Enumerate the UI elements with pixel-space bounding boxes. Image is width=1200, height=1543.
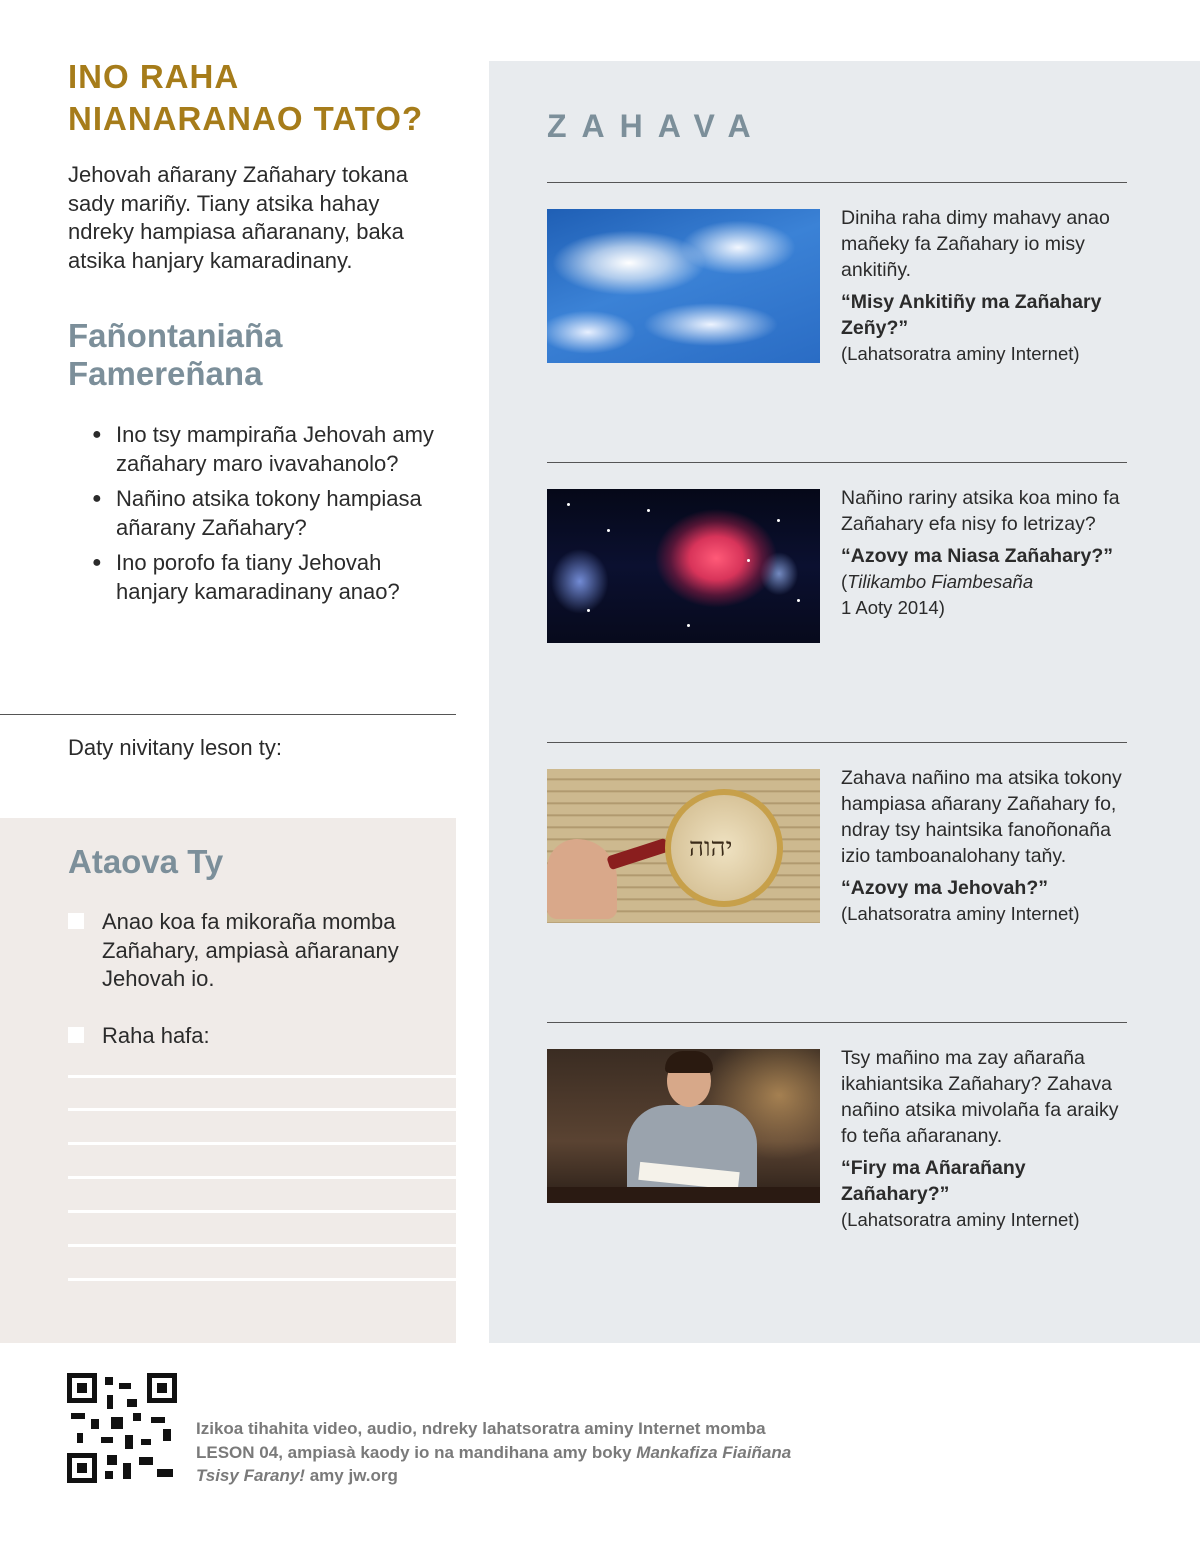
- magnifier-handle: [606, 838, 669, 870]
- entry-description: Nañino rariny atsika koa mino fa Zañahary efa nisy fo letrizay?: [841, 487, 1120, 535]
- date-completed-label: Daty nivitany leson ty:: [68, 735, 282, 760]
- goal-box: [0, 818, 456, 1343]
- qr-module: [125, 1435, 133, 1449]
- magnifier-scroll-image[interactable]: [547, 769, 820, 923]
- explore-entry[interactable]: [841, 765, 1131, 927]
- star: [567, 503, 570, 506]
- goal-title: Ataova Ty: [68, 843, 224, 880]
- explore-entry[interactable]: [841, 1045, 1131, 1233]
- qr-finder: [147, 1373, 177, 1403]
- entry-description: Tsy mañino ma zay añaraña ikahiantsika Zañahary? Zahava nañino atsika mivolaña fa araiky fo teña añaranany.: [841, 1047, 1119, 1147]
- star: [647, 509, 650, 512]
- qr-module: [77, 1433, 83, 1443]
- writing-line[interactable]: [68, 1075, 456, 1078]
- entry-divider: [547, 1022, 1127, 1023]
- qr-module: [163, 1429, 171, 1441]
- star: [777, 519, 780, 522]
- entry-divider: [547, 462, 1127, 463]
- explore-entry[interactable]: [841, 485, 1131, 621]
- star: [607, 529, 610, 532]
- goal-item-other[interactable]: [68, 1022, 428, 1051]
- review-text: Jehovah añarany Zañahary tokana sady mariñy. Tiany atsika hahay ndreky hampiasa añaranany, baka atsika hanjary kamaradinany.: [68, 162, 409, 273]
- star: [687, 624, 690, 627]
- qr-module: [139, 1457, 153, 1465]
- goal-checkbox[interactable]: [68, 1027, 84, 1043]
- magnifier-lens-icon: [665, 789, 783, 907]
- bullet-icon: ●: [92, 554, 102, 571]
- qr-module: [71, 1413, 85, 1419]
- qr-code-icon[interactable]: [67, 1373, 177, 1483]
- entry-source: (Tilikambo Fiambesaña 1 Aoty 2014): [841, 571, 1034, 618]
- writing-line[interactable]: [68, 1210, 456, 1213]
- writing-line[interactable]: [68, 1142, 456, 1145]
- question-item: ● Nañino atsika tokony hampiasa añarany Zañahary?: [92, 486, 422, 540]
- qr-module: [105, 1471, 113, 1479]
- review-questions-title: Fañontaniaña Famereñana: [68, 317, 283, 392]
- writing-line[interactable]: [68, 1108, 456, 1111]
- qr-finder: [67, 1453, 97, 1483]
- qr-module: [127, 1399, 137, 1407]
- qr-module: [107, 1455, 117, 1465]
- explore-title: ZAHAVA: [547, 108, 766, 144]
- footer-note: Izikoa tihahita video, audio, ndreky lahatsoratra aminy Internet momba LESON 04, ampiasà kaody io na mandihana amy boky Mankafiza Fiaiñana Tsisy Farany! amy jw.org: [196, 1419, 792, 1485]
- writing-line[interactable]: [68, 1176, 456, 1179]
- qr-module: [105, 1377, 113, 1385]
- qr-module: [101, 1437, 113, 1443]
- explore-entry[interactable]: [841, 205, 1131, 367]
- goal-text: Anao koa fa mikoraña momba Zañahary, ampiasà añaranany Jehovah io.: [102, 909, 399, 991]
- star: [587, 609, 590, 612]
- entry-reference[interactable]: “Azovy ma Jehovah?”: [841, 877, 1048, 899]
- qr-module: [123, 1463, 131, 1479]
- review-questions-list: [92, 421, 452, 613]
- bullet-icon: ●: [92, 426, 102, 443]
- question-item: ● Ino tsy mampiraña Jehovah amy zañahary maro ivavahanolo?: [92, 422, 434, 476]
- goal-item[interactable]: [68, 908, 428, 994]
- review-title: INO RAHA NIANARANAO TATO?: [68, 58, 424, 137]
- bullet-icon: ●: [92, 490, 102, 507]
- entry-reference[interactable]: “Misy Ankitiñy ma Zañahary Zeñy?”: [841, 291, 1102, 339]
- qr-module: [141, 1439, 151, 1445]
- qr-module: [157, 1469, 173, 1477]
- goal-text: Raha hafa:: [102, 1023, 210, 1048]
- qr-module: [133, 1413, 141, 1421]
- qr-module: [151, 1417, 165, 1423]
- writing-line[interactable]: [68, 1244, 456, 1247]
- nebula-image[interactable]: [547, 489, 820, 643]
- entry-source: (Lahatsoratra aminy Internet): [841, 903, 1080, 924]
- question-item: ● Ino porofo fa tiany Jehovah hanjary kamaradinany anao?: [92, 550, 400, 604]
- entry-reference[interactable]: “Firy ma Añarañany Zañahary?”: [841, 1157, 1026, 1205]
- hand-shape: [547, 839, 617, 919]
- entry-description: Diniha raha dimy mahavy anao mañeky fa Zañahary io misy ankitiñy.: [841, 207, 1110, 281]
- qr-module: [111, 1417, 123, 1429]
- qr-module: [91, 1419, 99, 1429]
- star: [797, 599, 800, 602]
- entry-source: (Lahatsoratra aminy Internet): [841, 1209, 1080, 1230]
- lens-glyphs: יהוה: [689, 833, 733, 863]
- man-reading-image[interactable]: [547, 1049, 820, 1203]
- entry-reference[interactable]: “Azovy ma Niasa Zañahary?”: [841, 545, 1114, 567]
- section-divider: [0, 714, 456, 715]
- qr-module: [119, 1383, 131, 1389]
- entry-source: (Lahatsoratra aminy Internet): [841, 343, 1080, 364]
- sky-clouds-image[interactable]: [547, 209, 820, 363]
- goal-checkbox[interactable]: [68, 913, 84, 929]
- entry-divider: [547, 182, 1127, 183]
- entry-divider: [547, 742, 1127, 743]
- table-shape: [547, 1187, 820, 1203]
- entry-description: Zahava nañino ma atsika tokony hampiasa añarany Zañahary fo, ndray tsy haintsika fanoñonaña izio tamboanalohany taňy.: [841, 767, 1122, 867]
- qr-module: [107, 1395, 113, 1409]
- qr-finder: [67, 1373, 97, 1403]
- star: [747, 559, 750, 562]
- person-hair: [665, 1051, 713, 1073]
- writing-line[interactable]: [68, 1278, 456, 1281]
